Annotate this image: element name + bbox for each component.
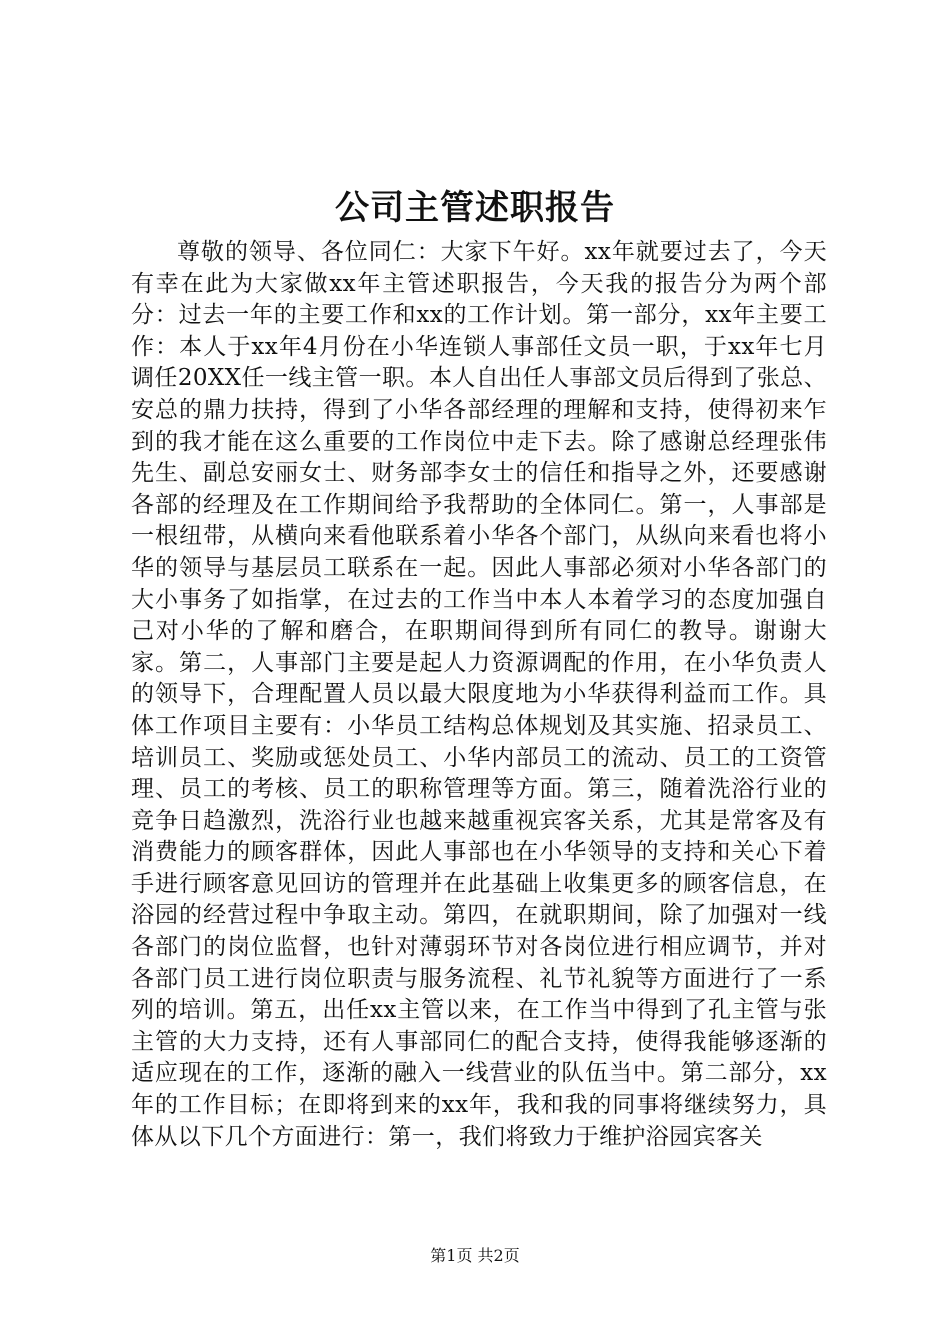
document-title: 公司主管述职报告	[335, 188, 615, 228]
page-number-footer: 第1页 共2页	[430, 1246, 520, 1265]
document-body-paragraph: 尊敬的领导、各位同仁：大家下午好。xx年就要过去了，今天有幸在此为大家做xx年主管述职报告，今天我的报告分为两个部分：过去一年的主要工作和xx的工作计划。第一部分，xx年主要工作：本人于xx年4月份在小华连锁人事部任文员一职，于xx年七月调任20XX任一线主管一职。本人自出任人事部文员后得到了张总、安总的鼎力扶持，得到了小华各部经理的理解和支持，使得初来乍到的我才能在这么重要的工作岗位中走下去。除了感谢总经理张伟先生、副总安丽女士、财务部李女士的信任和指导之外，还要感谢各部的经理及在工作期间给予我帮助的全体同仁。第一，人事部是一根纽带，从横向来看他联系着小华各个部门，从纵向来看也将小华的领导与基层员工联系在一起。因此人事部必须对小华各部门的大小事务了如指掌，在过去的工作当中本人本着学习的态度加强自己对小华的了解和磨合，在职期间得到所有同仁的教导。谢谢大家。第二，人事部门主要是起人力资源调配的作用，在小华负责人的领导下，合理配置人员以最大限度地为小华获得利益而工作。具体工作项目主要有：小华员工结构总体规划及其实施、招录员工、培训员工、奖励或惩处员工、小华内部员工的流动、员工的工资管理、员工的考核、员工的职称管理等方面。第三，随着洗浴行业的竞争日趋激烈，洗浴行业也越来越重视宾客关系，尤其是常客及有消费能力的顾客群体，因此人事部也在小华领导的支持和关心下着手进行顾客意见回访的管理并在此基础上收集更多的顾客信息，在浴园的经营过程中争取主动。第四，在就职期间，除了加强对一线各部门的岗位监督，也针对薄弱环节对各岗位进行相应调节，并对各部门员工进行岗位职责与服务流程、礼节礼貌等方面进行了一系列的培训。第五，出任xx主管以来，在工作当中得到了孔主管与张主管的大力支持，还有人事部同仁的配合支持，使得我能够逐渐的适应现在的工作，逐渐的融入一线营业的队伍当中。第二部分，xx年的工作目标；在即将到来的xx年，我和我的同事将继续努力，具体从以下几个方面进行：第一，我们将致力于维护浴园宾客关	[131, 239, 827, 1150]
